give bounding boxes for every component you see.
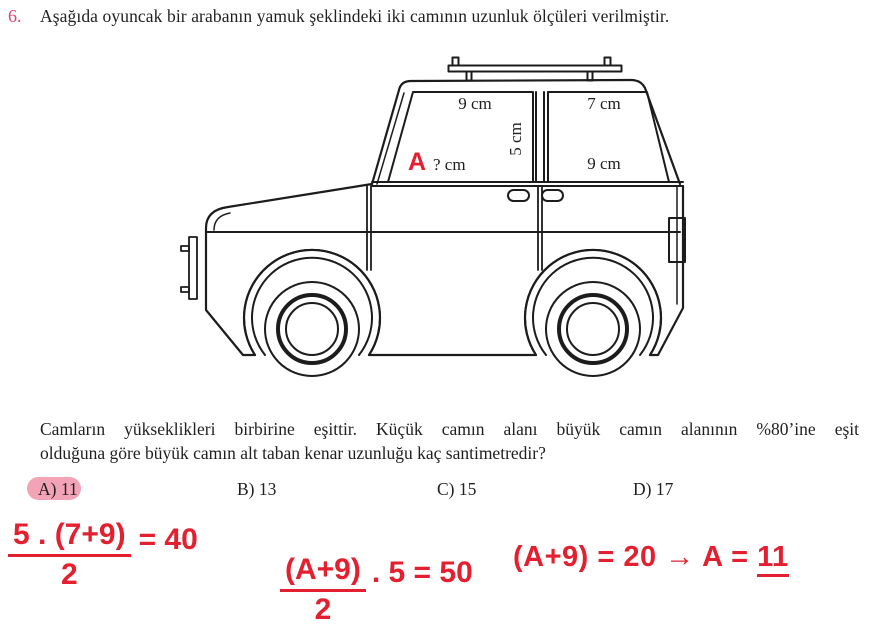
rear-door-handle: [542, 190, 563, 201]
solution-final-answer: 11: [757, 541, 789, 577]
rear-wheel: [546, 282, 640, 376]
solution-step1-denominator: 2: [60, 558, 78, 591]
choice-d: D) 17: [633, 479, 674, 499]
front-window-top-length-label: 9 cm: [458, 94, 492, 113]
question-body-line1: Camların yükseklikleri birbirine eşittir. Küçük camın alanı büyük camın alanının %80’ine eşit: [40, 419, 859, 439]
fraction-bar: [280, 589, 366, 592]
solution-step1-numerator: 5 . (7+9): [13, 518, 126, 551]
solution-step1-fraction: [8, 518, 131, 592]
wheel-arches: [244, 250, 661, 355]
solution-step1: [8, 518, 198, 592]
roof-rack-icon: [449, 58, 622, 81]
solution-step3: [513, 541, 789, 574]
front-bumper: [181, 237, 197, 299]
door-seams: [367, 186, 542, 270]
unknown-variable-label: A: [408, 148, 427, 176]
front-wheel: [265, 282, 359, 376]
front-door-handle: [508, 190, 529, 201]
question-number: 6.: [8, 6, 22, 26]
question-body-line2: olduğuna göre büyük camın alt taban kenar uzunluğu kaç santimetredir?: [40, 442, 546, 463]
choice-a: A) 11: [38, 479, 78, 499]
rear-window-top-length-label: 7 cm: [587, 94, 621, 113]
solution-step2-result: . 5 = 50: [371, 556, 473, 589]
choice-b: B) 13: [237, 479, 277, 499]
solution-step1-result: = 40: [138, 523, 198, 556]
unknown-length-label: ? cm: [433, 155, 466, 174]
solution-step2-numerator: (A+9): [285, 553, 361, 586]
rear-window-bottom-length-label: 9 cm: [587, 154, 621, 173]
question-body: [40, 418, 859, 465]
window-height-label: 5 cm: [506, 122, 525, 156]
solution-step3-equation: (A+9) = 20 → A =: [513, 541, 758, 573]
choice-c: C) 15: [437, 479, 477, 499]
front-corner-inner-line: [214, 213, 230, 230]
solution-step2-fraction: [280, 553, 366, 627]
fraction-bar: [8, 554, 131, 557]
solution-step2: [280, 553, 473, 627]
solution-step2-denominator: 2: [314, 593, 332, 626]
question-intro: Aşağıda oyuncak bir arabanın yamuk şeklindeki iki camının uzunluk ölçüleri verilmiştir.: [40, 6, 670, 26]
